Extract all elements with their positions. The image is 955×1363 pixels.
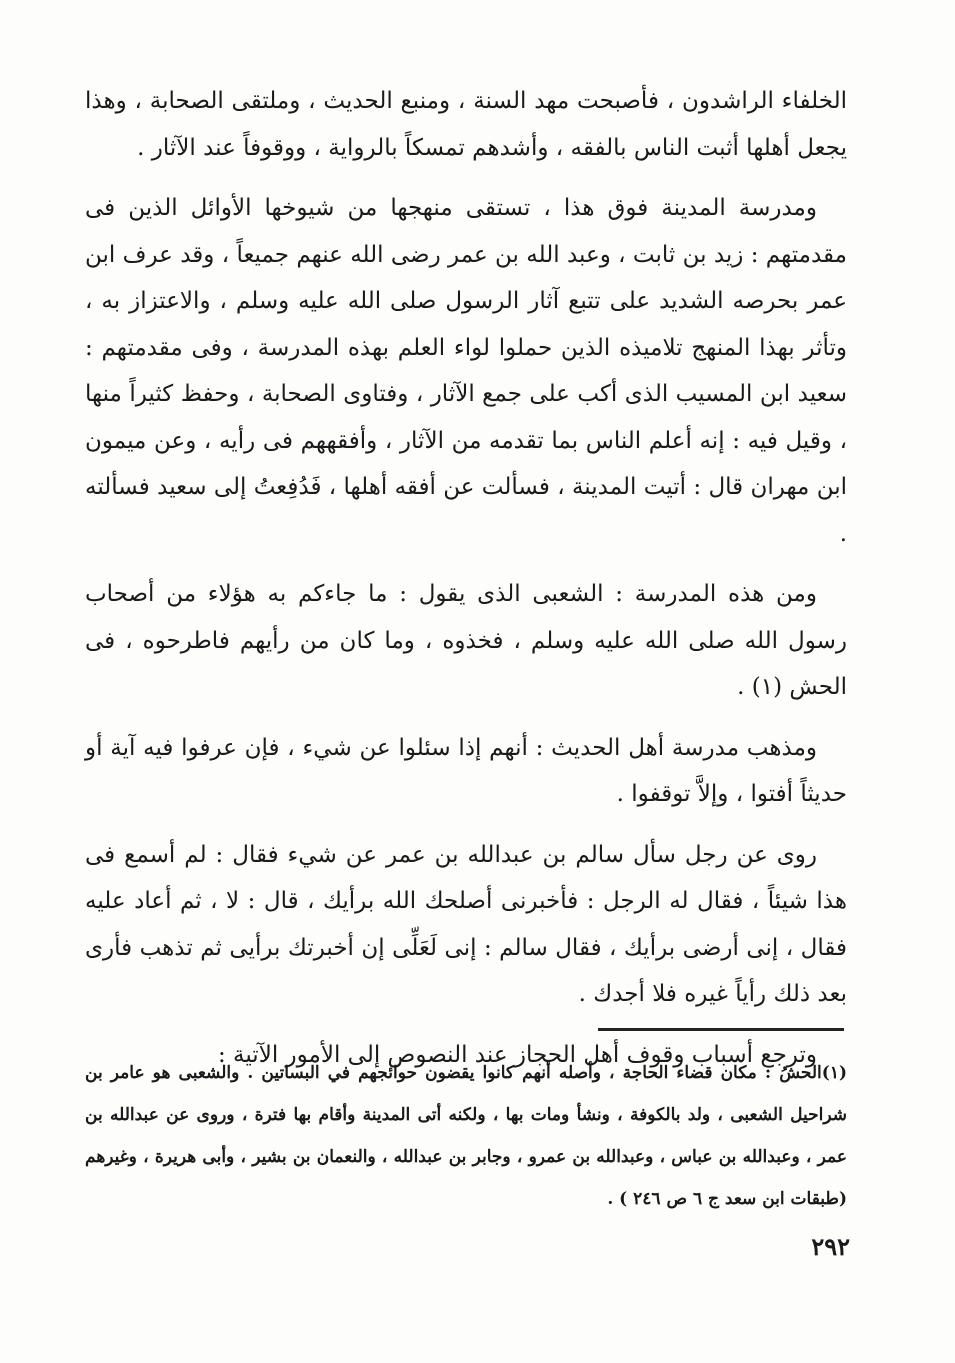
- main-text: [85, 78, 847, 1078]
- page-number: ٢٩٢: [811, 1232, 850, 1261]
- footnote-divider: [598, 1028, 844, 1031]
- paragraph-6: وترجع أسباب وقوف أهل الحجاز عند النصوص إلى الأمور الآتية :: [217, 1041, 817, 1068]
- paragraph-2: ومدرسة المدينة فوق هذا ، تستقى منهجها من شيوخها الأوائل الذين فى مقدمتهم : زيد بن ثابت ، وعبد الله بن عمر رضى الله عنهم جميعاً ، وقد عرف ابن عمر بحرصه الشديد على تتبع آثار الرسول صلى الله عليه وسلم ، والاعتزاز به ، وتأثر بهذا المنهج تلاميذه الذين حملوا لواء العلم بهذه المدرسة ، وفى مقدمتهم : سعيد ابن المسيب الذى أكب على جمع الآثار ، وفتاوى الصحابة ، وحفظ كثيراً منها ، وقيل فيه : إنه أعلم الناس بما تقدمه من الآثار ، وأفقههم فى رأيه ، وعن ميمون ابن مهران قال : أتيت المدينة ، فسألت عن أفقه أهلها ، فَدُفِعتُ إلى سعيد فسألته .: [85, 195, 847, 547]
- paragraph-3: ومن هذه المدرسة : الشعبى الذى يقول : ما جاءكم به هؤلاء من أصحاب رسول الله صلى الله عليه وسلم ، فخذوه ، وما كان من رأيهم فاطرحوه ، فى الحش (١) .: [85, 581, 847, 700]
- footnote: (١)الحشُ : مكان قضاء الحاجة ، وأصله أنهم كانوا يقضون حوائجهم في البساتين . والشعبى هو عامر بن شراحيل الشعبى ، ولد بالكوفة ، ونشأ ومات بها ، ولكنه أتى المدينة وأقام بها فترة ، وروى عن عبدالله بن عمر ، وعبدالله بن عباس ، وعبدالله بن عمرو ، وجابر بن عبدالله ، والنعمان بن بشير ، وأبى هريرة ، وغيرهم (طبقات ابن سعد ج ٦ ص ٢٤٦ ) .: [85, 1063, 847, 1209]
- paragraph-5: روى عن رجل سأل سالم بن عبدالله بن عمر عن شيء فقال : لم أسمع فى هذا شيئاً ، فقال له الرجل : فأخبرنى أصلحك الله برأيك ، قال : لا ، ثم أعاد عليه فقال ، إنى أرضى برأيك ، فقال سالم : إنى لَعَلِّى إن أخبرتك برأيى ثم تذهب فأرى بعد ذلك رأياً غيره فلا أجدك .: [85, 841, 847, 1007]
- paragraph-4: ومذهب مدرسة أهل الحديث : أنهم إذا سئلوا عن شيء ، فإن عرفوا فيه آية أو حديثاً أفتوا ، وإلاَّ توقفوا .: [85, 734, 847, 807]
- paragraph-1: الخلفاء الراشدون ، فأصبحت مهد السنة ، ومنبع الحديث ، وملتقى الصحابة ، وهذا يجعل أهلها أثبت الناس بالفقه ، وأشدهم تمسكاً بالرواية ، ووقوفاً عند الآثار .: [85, 88, 847, 161]
